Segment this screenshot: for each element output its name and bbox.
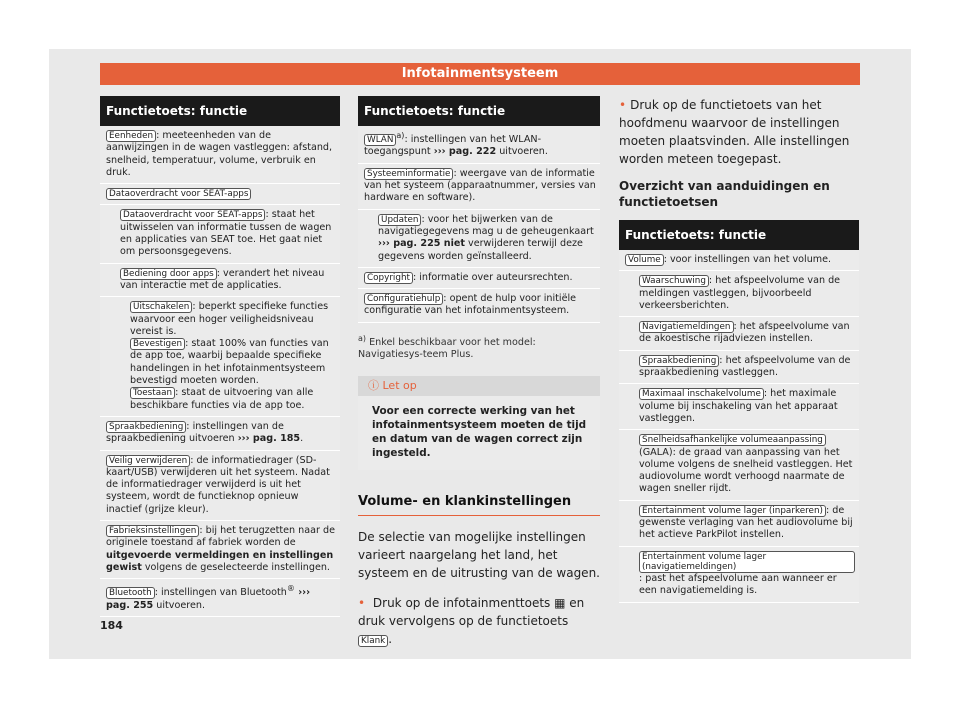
page-ref-link[interactable]: ››› pag. 255 [106, 587, 311, 611]
info-icon: ⓘ [368, 378, 379, 392]
function-key: Maximaal inschakelvolume [639, 388, 764, 400]
table-row [619, 250, 859, 271]
function-key: Veilig verwijderen [106, 455, 190, 467]
row-text: verwijderen terwijl deze gegevens worden geïnstalleerd. [378, 238, 583, 262]
table-row [619, 430, 859, 500]
table-row [619, 317, 859, 351]
table-row [358, 126, 600, 164]
function-key: Klank [358, 635, 388, 647]
page-ref-link[interactable]: ››› pag. 225 [378, 238, 441, 250]
row-text: : staat de uitvoering van alle beschikbare functies via de app toe. [130, 387, 314, 411]
function-key: Spraakbediening [639, 355, 719, 367]
section-title: Volume- en klankinstellingen [358, 494, 600, 516]
table-row [100, 264, 340, 298]
function-key: Entertainment volume lager (navigatiemeldingen) [639, 551, 855, 573]
bullet-text: . [388, 631, 393, 646]
function-key: Uitschakelen [130, 301, 192, 313]
info-body: Voor een correcte werking van het infotainmentsysteem moeten de tijd en datum van de wagen correct zijn ingesteld. [372, 404, 587, 459]
function-key: Systeeminformatie [364, 168, 453, 180]
row-text: : de informatiedrager (SD-kaart/USB) verwijderen uit het systeem. Nadat de informatiedrager verwijderd is uit het systeem, wordt de functieknop opnieuw inactief (grijze kleur). [106, 454, 330, 515]
infotainment-menu-icon: ▦ [554, 595, 566, 610]
registered-mark: ® [286, 584, 295, 594]
row-text: uitvoeren. [153, 599, 206, 611]
function-table-3 [619, 220, 859, 603]
row-text: volgens de geselecteerde instellingen. [141, 561, 330, 573]
table-row [100, 297, 340, 417]
row-text: (GALA): de graad van aanpassing van het volume volgens de snelheid vastleggen. Het audiovolume wordt verhoogd naarmate de wagen sneller rijdt. [639, 446, 853, 495]
row-text: : het afspeelvolume van de meldingen vastleggen, bijvoorbeeld verkeersberichten. [639, 275, 841, 311]
function-key: Volume [625, 254, 664, 266]
row-text: : verandert het niveau van interactie met de applicaties. [120, 267, 325, 291]
table-row [619, 271, 859, 317]
section-bullet [619, 96, 859, 168]
function-key: Eenheden [106, 130, 156, 142]
table-row [358, 164, 600, 210]
function-key: WLAN [364, 134, 396, 146]
function-key: Waarschuwing [639, 275, 709, 287]
table-row [358, 289, 600, 323]
function-key: Dataoverdracht voor SEAT-apps [106, 188, 251, 200]
row-text: : informatie over auteursrechten. [412, 271, 573, 283]
row-text: : staat 100% van functies van de app toe, waarbij bepaalde specifieke handelingen in het infotainmentsysteem bevestigd moeten worden. [130, 338, 329, 387]
row-text: : instellingen van het WLAN-toegangspunt [364, 134, 542, 158]
table-row [100, 184, 340, 205]
row-text: : meeteenheden van de aanwijzingen in de wagen vastleggen: afstand, snelheid, temperatuur, volume, verbruik en druk. [106, 130, 333, 178]
row-text: : de gewenste verlaging van het audiovolume bij het actieve ParkPilot instellen. [639, 504, 853, 541]
row-text: uitvoeren. [496, 146, 548, 158]
column-1 [100, 96, 340, 617]
footnote-text: Enkel beschikbaar voor het model: Navigatiesys-teem Plus. [358, 336, 536, 361]
table-header: Functietoets: functie [619, 220, 859, 250]
row-bold-text: uitgevoerde vermeldingen en instellingen gewist [106, 549, 334, 573]
column-2 [358, 96, 600, 648]
section-paragraph: De selectie van mogelijke instellingen varieert naargelang het land, het systeem en de uitrusting van de wagen. [358, 529, 600, 580]
row-text: : instellingen van Bluetooth [154, 587, 287, 599]
section-bullet [358, 594, 600, 648]
table-row [100, 126, 340, 184]
function-key: Configuratiehulp [364, 293, 443, 305]
function-key: Updaten [378, 214, 421, 226]
bullet-text: en druk vervolgens op de functietoets [358, 595, 585, 628]
row-text: : het afspeelvolume van de akoestische rijadviezen instellen. [639, 321, 850, 345]
table-row [358, 268, 600, 289]
footnote-mark: a) [358, 333, 367, 343]
table-row [358, 210, 600, 268]
page-ref-link[interactable]: ››› pag. 222 [433, 146, 497, 158]
row-text: . [300, 433, 304, 445]
row-text: : instellingen van de spraakbediening uitvoeren [106, 420, 284, 445]
function-key: Entertainment volume lager (inparkeren) [639, 505, 826, 517]
row-text: : het maximale volume bij inschakeling van het apparaat vastleggen. [639, 388, 838, 424]
info-box [358, 376, 600, 470]
footnote [358, 323, 600, 362]
function-key: Copyright [364, 272, 413, 284]
subheading: Overzicht van aanduidingen en functietoetsen [619, 179, 830, 209]
function-key: Navigatiemeldingen [639, 321, 734, 333]
info-box-header [358, 376, 600, 396]
table-header: Functietoets: functie [358, 96, 600, 126]
column-3 [619, 96, 859, 603]
function-table-1 [100, 96, 340, 617]
footnote-ref: a) [396, 131, 405, 140]
function-key: Toestaan [130, 387, 175, 399]
row-bold-text: niet [440, 238, 465, 250]
page-ref-link[interactable]: ››› pag. 185 [237, 433, 301, 445]
function-key: Fabrieksinstellingen [106, 525, 199, 537]
bullet-text: Druk op de infotainmenttoets [372, 595, 555, 610]
table-row [100, 417, 340, 451]
row-text: : voor instellingen van het volume. [663, 254, 832, 265]
info-label: Let op [382, 378, 417, 392]
row-text: : staat het uitwisselen van informatie tussen de wagen en applicaties van SEAT toe. Het gaat niet om persoonsgegevens. [120, 209, 332, 258]
row-text: : voor het bijwerken van de navigatiegegevens mag u de geheugenkaart [378, 213, 594, 237]
row-text: : het afspeelvolume van de spraakbediening vastleggen. [639, 354, 851, 379]
table-row [100, 521, 340, 579]
function-key: Bevestigen [130, 338, 185, 350]
row-text: : past het afspeelvolume aan wanneer er een navigatiemelding is. [639, 572, 837, 597]
table-row [619, 501, 859, 547]
row-text: : weergave van de informatie van het systeem (apparaatnummer, versies van hardware en software). [364, 167, 596, 204]
function-key: Snelheidsafhankelijke volumeaanpassing [639, 434, 826, 446]
row-text: : bij het terugzetten naar de originele toestand af fabriek worden de [106, 525, 335, 549]
table-row [100, 205, 340, 263]
row-text: : opent de hulp voor initiële configuratie van het infotainmentsysteem. [364, 293, 577, 317]
table-header: Functietoets: functie [100, 96, 340, 126]
table-row [619, 547, 859, 603]
function-key: Bediening door apps [120, 268, 217, 280]
page-header: Infotainmentsysteem [100, 63, 860, 85]
page-number: 184 [100, 619, 123, 632]
table-row [100, 579, 340, 617]
bullet-text: Druk op de functietoets van het hoofdmenu waarvoor de instellingen moeten plaatsvinden. Alle instellingen worden meteen toegepast. [619, 98, 850, 166]
table-row [619, 384, 859, 430]
table-row [100, 451, 340, 521]
function-table-2 [358, 96, 600, 323]
table-row [619, 351, 859, 385]
function-key: Bluetooth [106, 587, 155, 599]
function-key: Spraakbediening [106, 421, 186, 433]
function-key: Dataoverdracht voor SEAT-apps [120, 209, 265, 221]
row-text: : beperkt specifieke functies waarvoor een hoger veiligheidsniveau vereist is. [130, 301, 329, 337]
